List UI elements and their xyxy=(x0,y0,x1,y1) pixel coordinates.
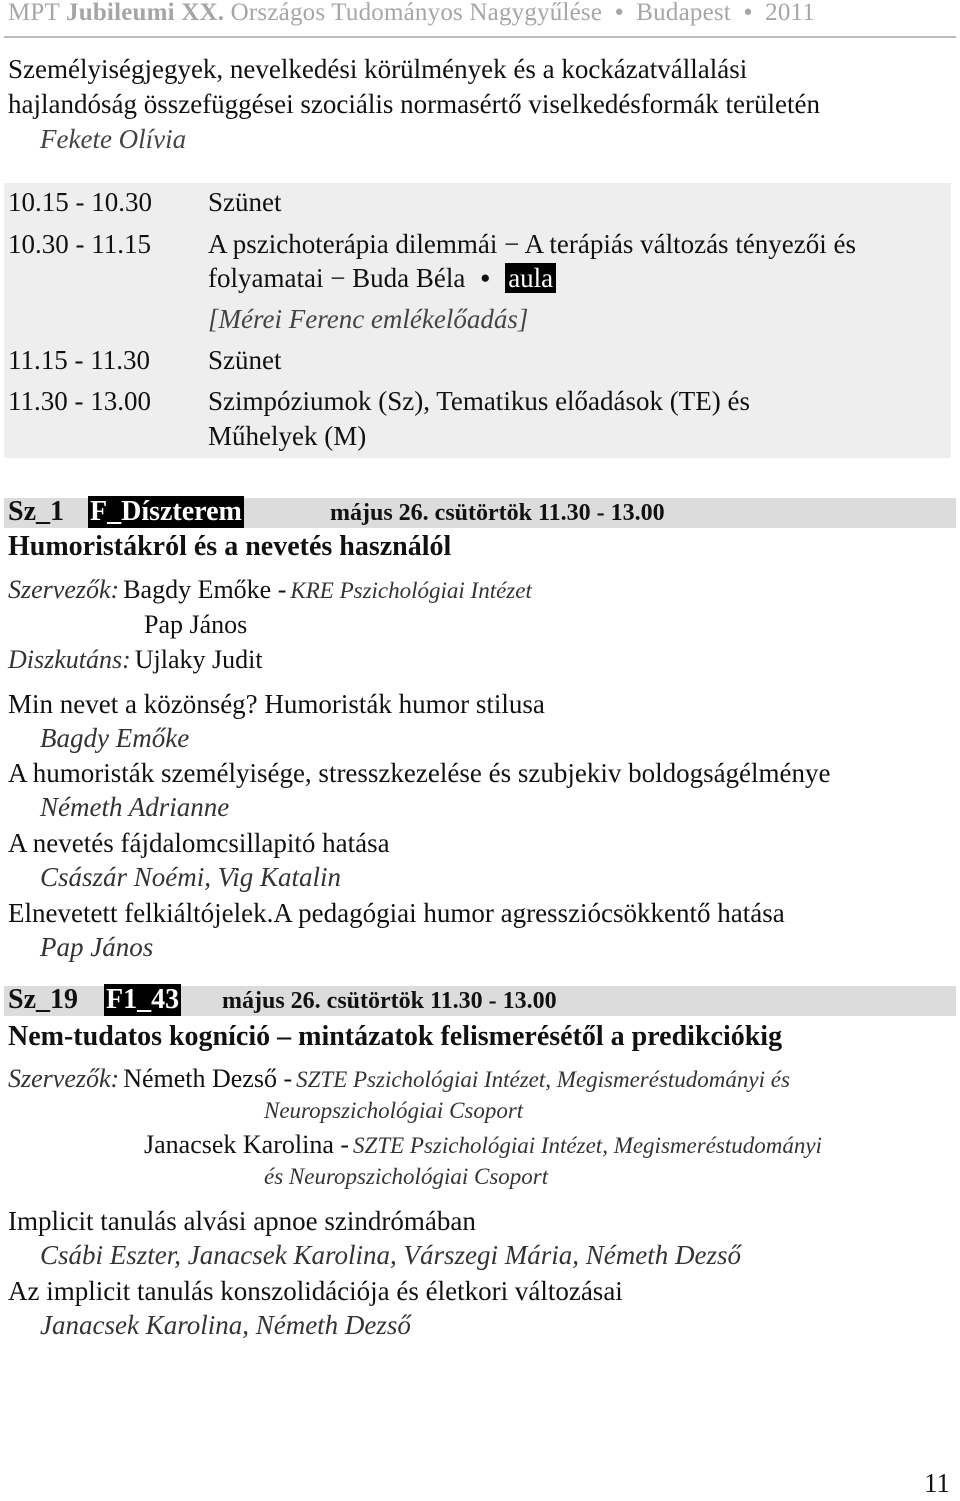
talk-title: Min nevet a közönség? Humoristák humor stilusa xyxy=(8,689,545,719)
talk-title: Implicit tanulás alvási apnoe szindrómában xyxy=(8,1206,476,1236)
schedule-time: 11.15 - 11.30 xyxy=(8,345,150,375)
talk-authors: Császár Noémi, Vig Katalin xyxy=(40,862,342,892)
session-title: Nem-tudatos kogníció – mintázatok felismerésétől a predikciókig xyxy=(8,1021,783,1052)
schedule-text: Szünet xyxy=(208,345,282,375)
bullet-icon: ● xyxy=(743,4,753,20)
schedule-time: 10.15 - 10.30 xyxy=(8,187,152,217)
room-badge: aula xyxy=(505,263,556,293)
discussant-label: Diszkutáns: xyxy=(8,645,131,674)
talk-authors: Janacsek Karolina, Németh Dezső xyxy=(40,1310,411,1340)
header-rest: Országos Tudományos Nagygyűlése xyxy=(230,0,603,26)
schedule-text: Szünet xyxy=(208,187,282,217)
organizer-institution: SZTE Pszichológiai Intézet, Megismeréstudományi és xyxy=(296,1067,790,1092)
session-room: F_Díszterem xyxy=(90,496,242,527)
organizer-line xyxy=(8,1064,790,1094)
organizer-line xyxy=(144,1130,822,1160)
talk-authors: Bagdy Emőke xyxy=(40,723,190,753)
header-bold: Jubileumi XX. xyxy=(66,0,225,26)
schedule-text: Műhelyek (M) xyxy=(208,421,367,451)
organizers-label: Szervezők: xyxy=(8,575,120,604)
organizer-institution: KRE Pszichológiai Intézet xyxy=(290,578,532,603)
organizer-name: Pap János xyxy=(144,610,248,639)
organizer-institution: SZTE Pszichológiai Intézet, Megismeréstudományi xyxy=(353,1133,822,1158)
session-code: Sz_1 xyxy=(8,496,64,527)
organizer-name: Bagdy Emőke - xyxy=(123,575,287,604)
organizer-name: Németh Dezső - xyxy=(123,1064,293,1093)
discussant-line xyxy=(8,645,263,675)
schedule-time: 10.30 - 11.15 xyxy=(8,229,151,259)
session-date: május 26. csütörtök 11.30 - 13.00 xyxy=(222,988,557,1014)
talk-title: Az implicit tanulás konszolidációja és életkori változásai xyxy=(8,1276,623,1306)
organizer-institution: Neuropszichológiai Csoport xyxy=(264,1098,524,1123)
organizer-name: Janacsek Karolina - xyxy=(144,1130,350,1159)
schedule-text: A pszichoterápia dilemmái − A terápiás változás tényezői és xyxy=(208,229,857,259)
schedule-note: [Mérei Ferenc emlékelőadás] xyxy=(208,304,529,334)
bullet-icon: ● xyxy=(614,4,624,20)
page-number: 11 xyxy=(924,1468,950,1498)
header-year: 2011 xyxy=(765,0,815,26)
discussant-name: Ujlaky Judit xyxy=(134,645,263,674)
talk-title: A humoristák személyisége, stresszkezelése és szubjekiv boldogságélménye xyxy=(8,758,831,788)
header-divider xyxy=(4,36,956,38)
organizer-institution: és Neuropszichológiai Csoport xyxy=(264,1164,549,1189)
intro-title-line2: hajlandóság összefüggései szociális normasértő viselkedésformák területén xyxy=(8,89,820,119)
organizers-label: Szervezők: xyxy=(8,1064,120,1093)
talk-title: Elnevetett felkiáltójelek.A pedagógiai humor agressziócsökkentő hatása xyxy=(8,898,785,928)
talk-authors: Németh Adrianne xyxy=(40,792,230,822)
header-city: Budapest xyxy=(636,0,731,26)
session-title: Humoristákról és a nevetés használól xyxy=(8,531,452,562)
organizer-line xyxy=(8,575,532,605)
intro-title-line1: Személyiségjegyek, nevelkedési körülmények és a kockázatvállalási xyxy=(8,54,748,84)
conference-header xyxy=(8,0,815,27)
intro-author: Fekete Olívia xyxy=(40,124,187,154)
schedule-time: 11.30 - 13.00 xyxy=(8,386,151,416)
page-header xyxy=(0,0,960,30)
schedule-text-line2 xyxy=(208,263,556,294)
header-prefix: MPT xyxy=(8,0,60,26)
talk-title: A nevetés fájdalomcsillapitó hatása xyxy=(8,828,390,858)
session-room: F1_43 xyxy=(106,984,180,1015)
bullet-icon: ● xyxy=(480,268,491,287)
session-code: Sz_19 xyxy=(8,984,78,1015)
schedule-text: folyamatai − Buda Béla xyxy=(208,263,466,293)
schedule-text: Szimpóziumok (Sz), Tematikus előadások (TE) és xyxy=(208,386,750,416)
talk-authors: Pap János xyxy=(40,932,154,962)
session-date: május 26. csütörtök 11.30 - 13.00 xyxy=(330,500,665,526)
talk-authors: Csábi Eszter, Janacsek Karolina, Várszegi Mária, Németh Dezső xyxy=(40,1240,741,1270)
